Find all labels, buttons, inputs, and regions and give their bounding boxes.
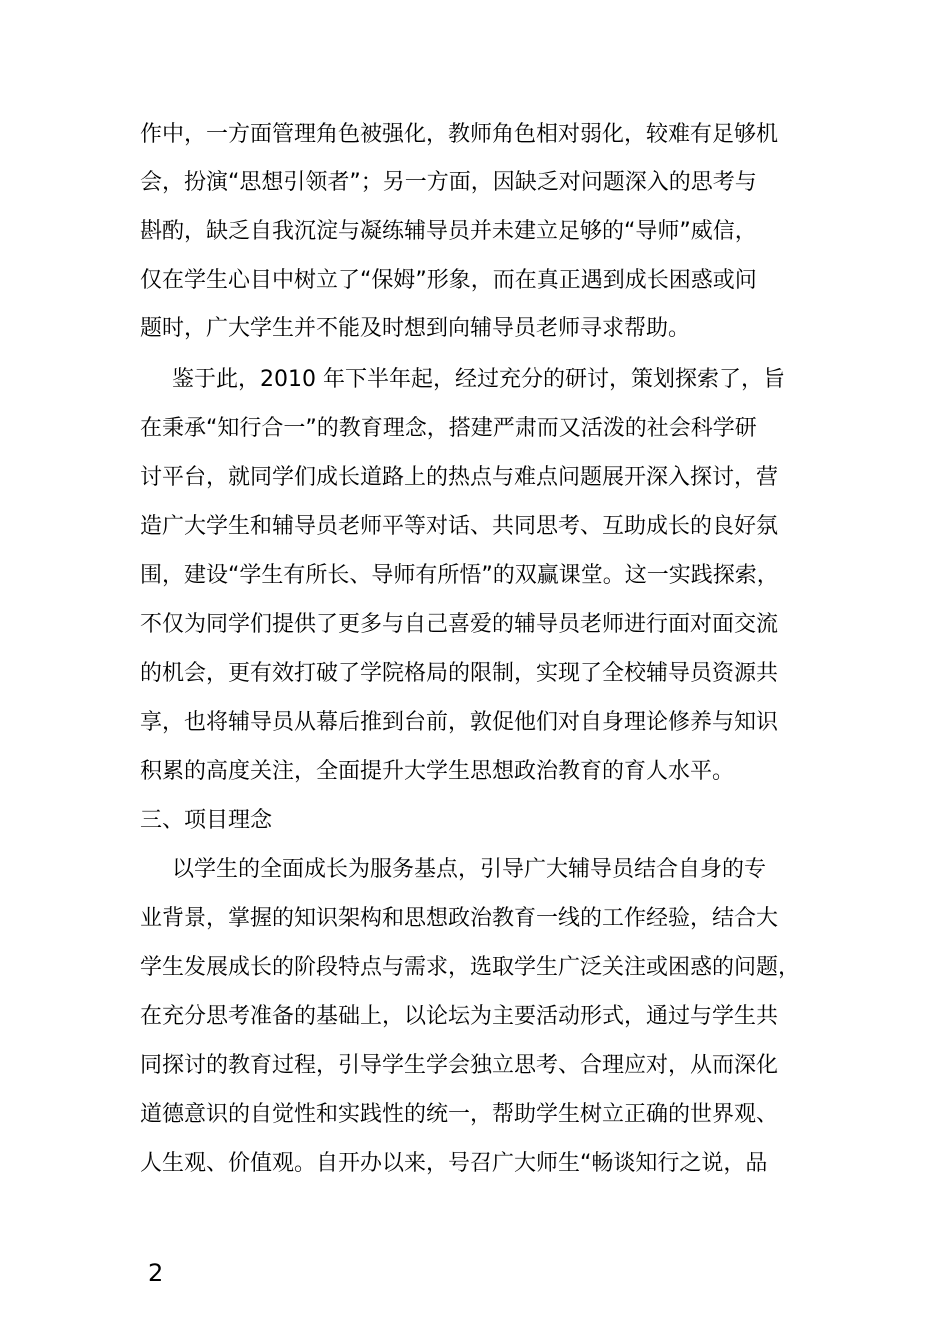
- paragraph-line: 斟酌，缺乏自我沉淀与凝练辅导员并未建立足够的“导师”威信，: [140, 219, 757, 244]
- paragraph-line: 围，建设“学生有所长、导师有所悟”的双赢课堂。这一实践探索，: [140, 563, 779, 588]
- paragraph-line: 积累的高度关注，全面提升大学生思想政治教育的育人水平。: [140, 759, 735, 784]
- paragraph-line: 仅在学生心目中树立了“保姆”形象，而在真正遇到成长困惑或问: [140, 268, 757, 293]
- paragraph-line: 以学生的全面成长为服务基点，引导广大辅导员结合自身的专: [172, 857, 767, 882]
- paragraph-line: 讨平台，就同学们成长道路上的热点与难点问题展开深入探讨，营: [140, 465, 779, 490]
- paragraph-line: 业背景，掌握的知识架构和思想政治教育一线的工作经验，结合大: [140, 906, 779, 931]
- paragraph-line: 在秉承“知行合一”的教育理念，搭建严肃而又活泼的社会科学研: [140, 416, 757, 441]
- section-heading: 三、项目理念: [140, 808, 273, 833]
- paragraph-line: 作中，一方面管理角色被强化，教师角色相对弱化，较难有足够机: [140, 122, 779, 147]
- paragraph-line: 在充分思考准备的基础上，以论坛为主要活动形式，通过与学生共: [140, 1004, 779, 1029]
- paragraph-line: 不仅为同学们提供了更多与自己喜爱的辅导员老师进行面对面交流: [140, 612, 779, 637]
- paragraph-line: 同探讨的教育过程，引导学生学会独立思考、合理应对，从而深化: [140, 1053, 779, 1078]
- page-number: 2: [148, 1259, 164, 1287]
- paragraph-line: 享，也将辅导员从幕后推到台前，敦促他们对自身理论修养与知识: [140, 710, 779, 735]
- paragraph-line: 鉴于此，2010 年下半年起，经过充分的研讨，策划探索了，旨: [172, 367, 785, 392]
- paragraph-line: 人生观、价值观。自开办以来，号召广大师生“畅谈知行之说，品: [140, 1151, 768, 1176]
- paragraph-line: 题时，广大学生并不能及时想到向辅导员老师寻求帮助。: [140, 316, 691, 341]
- paragraph-line: 学生发展成长的阶段特点与需求，选取学生广泛关注或困惑的问题，: [140, 955, 801, 980]
- paragraph-line: 会，扮演“思想引领者”；另一方面，因缺乏对问题深入的思考与: [140, 170, 757, 195]
- paragraph-line: 的机会，更有效打破了学院格局的限制，实现了全校辅导员资源共: [140, 661, 779, 686]
- paragraph-line: 造广大学生和辅导员老师平等对话、共同思考、互助成长的良好氛: [140, 514, 779, 539]
- paragraph-line: 道德意识的自觉性和实践性的统一，帮助学生树立正确的世界观、: [140, 1102, 779, 1127]
